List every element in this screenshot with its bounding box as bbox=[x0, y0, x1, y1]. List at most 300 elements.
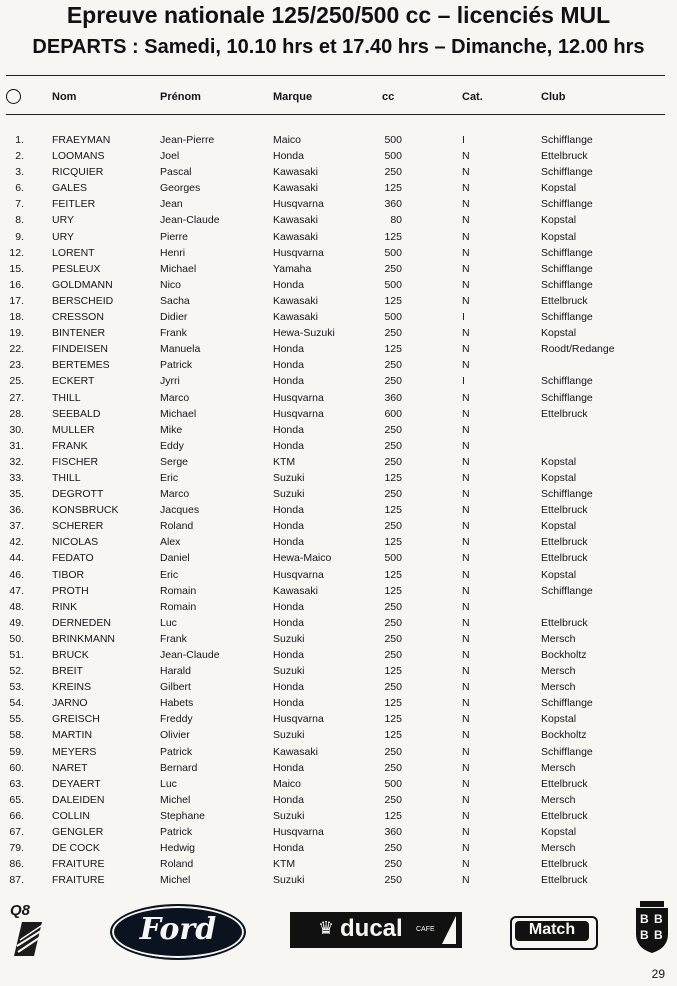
entry-nom: GALES bbox=[52, 182, 88, 195]
entry-cat: N bbox=[462, 568, 470, 581]
entry-cc: 250 bbox=[384, 842, 402, 855]
entry-nom: DALEIDEN bbox=[52, 793, 105, 806]
entry-club: Kopstal bbox=[541, 182, 577, 195]
entry-cc: 250 bbox=[384, 262, 402, 275]
entry-cc: 250 bbox=[384, 632, 402, 645]
table-row bbox=[0, 503, 677, 519]
entry-club: Kopstal bbox=[541, 455, 577, 468]
entry-cat: N bbox=[462, 793, 470, 806]
table-row bbox=[0, 310, 677, 326]
entry-cc: 360 bbox=[384, 198, 402, 211]
entry-club: Ettelbruck bbox=[541, 150, 588, 163]
entry-cat: N bbox=[462, 520, 470, 533]
entry-nom: DEYAERT bbox=[52, 777, 101, 790]
entry-cc: 250 bbox=[384, 423, 402, 436]
entry-club: Mersch bbox=[541, 681, 576, 694]
entry-number: 27. bbox=[9, 391, 24, 404]
q8-text: Q8 bbox=[10, 902, 31, 919]
entry-prenom: Patrick bbox=[160, 359, 193, 372]
bbbb-shield-logo bbox=[632, 900, 672, 954]
entry-nom: URY bbox=[52, 214, 74, 227]
entry-cat: N bbox=[462, 150, 470, 163]
page-title: Epreuve nationale 125/250/500 cc – licenciés MUL bbox=[66, 2, 611, 28]
entry-cat: N bbox=[462, 262, 470, 275]
table-row bbox=[0, 246, 677, 262]
entry-nom: BRINKMANN bbox=[52, 632, 116, 645]
entry-number: 12. bbox=[9, 246, 24, 259]
entry-marque: Husqvarna bbox=[273, 826, 324, 839]
entry-marque: Kawasaki bbox=[273, 230, 318, 243]
entry-prenom: Didier bbox=[160, 311, 188, 324]
entry-cat: N bbox=[462, 439, 470, 452]
col-prenom-header: Prénom bbox=[160, 91, 201, 103]
entry-prenom: Romain bbox=[160, 600, 197, 613]
entry-marque: Kawasaki bbox=[273, 214, 318, 227]
entry-number: 47. bbox=[9, 584, 24, 597]
entry-club: Mersch bbox=[541, 632, 576, 645]
top-rule bbox=[6, 75, 665, 76]
entry-number: 7. bbox=[15, 198, 24, 211]
col-cc-header: cc bbox=[382, 91, 395, 103]
entry-marque: Suzuki bbox=[273, 874, 305, 887]
entry-nom: RINK bbox=[52, 600, 78, 613]
entry-cc: 250 bbox=[384, 488, 402, 501]
entry-club: Mersch bbox=[541, 665, 576, 678]
entry-nom: PESLEUX bbox=[52, 262, 101, 275]
entry-prenom: Romain bbox=[160, 584, 197, 597]
table-row bbox=[0, 873, 677, 889]
table-row bbox=[0, 407, 677, 423]
entry-cc: 250 bbox=[384, 745, 402, 758]
entry-club: Ettelbruck bbox=[541, 874, 588, 887]
entry-number: 16. bbox=[9, 278, 24, 291]
entry-prenom: Frank bbox=[160, 327, 187, 340]
entry-prenom: Serge bbox=[160, 455, 189, 468]
entry-cc: 250 bbox=[384, 455, 402, 468]
entry-prenom: Michael bbox=[160, 262, 197, 275]
entry-cc: 500 bbox=[384, 278, 402, 291]
entry-club: Schifflange bbox=[541, 134, 593, 146]
entry-prenom: Jean-Claude bbox=[160, 649, 220, 661]
entry-number: 25. bbox=[9, 375, 24, 388]
entry-cc: 500 bbox=[384, 777, 402, 790]
entry-marque: Honda bbox=[273, 359, 304, 372]
entry-club: Bockholtz bbox=[541, 729, 587, 742]
page-number: 29 bbox=[651, 967, 665, 981]
entry-marque: Kawasaki bbox=[273, 584, 318, 597]
entry-cat: N bbox=[462, 182, 470, 195]
entry-marque: Husqvarna bbox=[273, 198, 324, 211]
entry-marque: Maico bbox=[273, 134, 302, 146]
entry-cat: N bbox=[462, 584, 470, 597]
entry-number: 22. bbox=[9, 343, 24, 356]
entry-nom: MARTIN bbox=[52, 729, 93, 742]
entry-cc: 500 bbox=[384, 246, 402, 259]
entry-club: Schifflange bbox=[541, 278, 593, 291]
entry-cc: 125 bbox=[384, 665, 402, 678]
table-row bbox=[0, 825, 677, 841]
entry-cc: 250 bbox=[384, 166, 402, 179]
entry-cat: N bbox=[462, 665, 470, 678]
entry-club: Kopstal bbox=[541, 713, 577, 726]
entry-marque: Honda bbox=[273, 439, 304, 452]
entry-cat: N bbox=[462, 391, 470, 404]
entry-club: Kopstal bbox=[541, 520, 577, 533]
entry-number: 58. bbox=[9, 729, 24, 742]
entry-club: Kopstal bbox=[541, 230, 577, 243]
entry-number: 1. bbox=[15, 134, 24, 146]
entry-prenom: Marco bbox=[160, 488, 190, 501]
entry-nom: DE COCK bbox=[52, 842, 100, 855]
entry-cat: N bbox=[462, 327, 470, 340]
entry-nom: NARET bbox=[52, 761, 88, 774]
entry-cat: N bbox=[462, 407, 470, 420]
entry-club: Ettelbruck bbox=[541, 858, 588, 871]
entry-club: Schifflange bbox=[541, 198, 593, 211]
entry-prenom: Pierre bbox=[160, 230, 189, 243]
bbbb-letter-1: B bbox=[640, 912, 649, 926]
entry-cc: 600 bbox=[384, 407, 402, 420]
entry-cat: N bbox=[462, 246, 470, 259]
entry-nom: GREISCH bbox=[52, 713, 100, 726]
entry-marque: Husqvarna bbox=[273, 246, 324, 259]
entry-number: 46. bbox=[9, 568, 24, 581]
entry-cat: N bbox=[462, 471, 470, 484]
entry-cat: N bbox=[462, 294, 470, 307]
entry-cc: 500 bbox=[384, 134, 402, 146]
entry-cat: N bbox=[462, 632, 470, 645]
table-row bbox=[0, 471, 677, 487]
entry-nom: THILL bbox=[52, 471, 81, 484]
entry-prenom: Olivier bbox=[160, 729, 190, 742]
entry-marque: Kawasaki bbox=[273, 311, 318, 324]
entry-marque: Honda bbox=[273, 681, 304, 694]
entry-number: 49. bbox=[9, 616, 24, 629]
entry-cat: I bbox=[462, 311, 465, 324]
entry-marque: Honda bbox=[273, 697, 304, 710]
entry-number: 8. bbox=[15, 214, 24, 227]
entry-number: 65. bbox=[9, 793, 24, 806]
entry-prenom: Freddy bbox=[160, 713, 193, 726]
ford-text: Ford bbox=[139, 912, 217, 947]
table-row bbox=[0, 423, 677, 439]
entry-marque: Kawasaki bbox=[273, 745, 318, 758]
entry-cc: 125 bbox=[384, 471, 402, 484]
entry-cc: 250 bbox=[384, 327, 402, 340]
entry-cc: 125 bbox=[384, 809, 402, 822]
entry-number: 15. bbox=[9, 262, 24, 275]
entry-nom: BERSCHEID bbox=[52, 294, 114, 307]
entry-cc: 360 bbox=[384, 826, 402, 839]
entry-nom: KONSBRUCK bbox=[52, 504, 119, 517]
entry-cc: 500 bbox=[384, 311, 402, 324]
sponsor-logos bbox=[0, 896, 677, 958]
entry-nom: FEDATO bbox=[52, 552, 94, 565]
entry-cc: 500 bbox=[384, 552, 402, 565]
entry-number: 55. bbox=[9, 713, 24, 726]
entry-club: Kopstal bbox=[541, 826, 577, 839]
entry-nom: GENGLER bbox=[52, 826, 104, 839]
entry-nom: BINTENER bbox=[52, 327, 106, 340]
entry-club: Ettelbruck bbox=[541, 616, 588, 629]
entry-cat: I bbox=[462, 134, 465, 146]
crown-icon: ♛ bbox=[318, 918, 335, 938]
entry-nom: COLLIN bbox=[52, 809, 90, 822]
entry-club: Ettelbruck bbox=[541, 294, 588, 307]
entry-nom: JARNO bbox=[52, 697, 88, 710]
entry-cat: N bbox=[462, 359, 470, 372]
entry-marque: Honda bbox=[273, 343, 304, 356]
entry-number: 79. bbox=[9, 842, 24, 855]
entry-cc: 250 bbox=[384, 359, 402, 372]
entry-number: 23. bbox=[9, 359, 24, 372]
entry-prenom: Georges bbox=[160, 182, 201, 195]
table-row bbox=[0, 616, 677, 632]
entry-cc: 250 bbox=[384, 375, 402, 388]
table-row bbox=[0, 712, 677, 728]
entry-marque: Suzuki bbox=[273, 632, 305, 645]
entry-cat: N bbox=[462, 552, 470, 565]
entry-nom: PROTH bbox=[52, 584, 89, 597]
entry-number: 36. bbox=[9, 504, 24, 517]
entry-prenom: Michel bbox=[160, 874, 191, 887]
entry-nom: BREIT bbox=[52, 665, 83, 678]
entry-marque: Husqvarna bbox=[273, 407, 324, 420]
ducal-logo bbox=[290, 912, 462, 948]
match-text: Match bbox=[528, 921, 576, 938]
header-rule bbox=[6, 114, 665, 115]
entry-cat: N bbox=[462, 681, 470, 694]
entry-nom: SEEBALD bbox=[52, 407, 101, 420]
entry-nom: NICOLAS bbox=[52, 536, 99, 549]
entry-nom: ECKERT bbox=[52, 375, 95, 388]
entry-cat: N bbox=[462, 697, 470, 710]
table-row bbox=[0, 777, 677, 793]
entry-cat: N bbox=[462, 166, 470, 179]
entry-club: Ettelbruck bbox=[541, 536, 588, 549]
entry-cc: 250 bbox=[384, 439, 402, 452]
entry-cc: 250 bbox=[384, 681, 402, 694]
q8-logo bbox=[8, 902, 66, 958]
table-row bbox=[0, 197, 677, 213]
entry-marque: Husqvarna bbox=[273, 713, 324, 726]
match-logo bbox=[510, 916, 598, 950]
entry-cat: N bbox=[462, 761, 470, 774]
entry-number: 32. bbox=[9, 455, 24, 468]
entry-prenom: Daniel bbox=[160, 552, 190, 565]
entry-cat: N bbox=[462, 826, 470, 839]
table-row bbox=[0, 568, 677, 584]
entry-nom: DEGROTT bbox=[52, 488, 104, 501]
entry-number: 6. bbox=[15, 182, 24, 195]
entry-number: 59. bbox=[9, 745, 24, 758]
entry-club: Ettelbruck bbox=[541, 407, 588, 420]
entry-cat: N bbox=[462, 713, 470, 726]
entry-number: 2. bbox=[15, 150, 24, 163]
entry-cc: 360 bbox=[384, 391, 402, 404]
entry-marque: Suzuki bbox=[273, 665, 305, 678]
entry-number: 31. bbox=[9, 439, 24, 452]
entry-prenom: Michael bbox=[160, 407, 197, 420]
entry-prenom: Jean-Claude bbox=[160, 214, 220, 227]
table-row bbox=[0, 551, 677, 567]
entry-club: Schifflange bbox=[541, 488, 593, 501]
table-row bbox=[0, 809, 677, 825]
entry-number: 35. bbox=[9, 488, 24, 501]
entry-nom: BERTEMES bbox=[52, 359, 110, 372]
table-row bbox=[0, 600, 677, 616]
entry-nom: FISCHER bbox=[52, 455, 99, 468]
entry-club: Mersch bbox=[541, 842, 576, 855]
table-row bbox=[0, 391, 677, 407]
entry-nom: FRAITURE bbox=[52, 874, 105, 887]
entry-marque: Honda bbox=[273, 761, 304, 774]
entry-cc: 125 bbox=[384, 504, 402, 517]
entry-nom: SCHERER bbox=[52, 520, 104, 533]
entry-prenom: Jyrri bbox=[160, 375, 180, 388]
entry-marque: Husqvarna bbox=[273, 391, 324, 404]
entry-marque: Hewa-Maico bbox=[273, 552, 332, 565]
entry-cat: I bbox=[462, 375, 465, 388]
entry-cat: N bbox=[462, 198, 470, 211]
entry-cat: N bbox=[462, 488, 470, 501]
entry-marque: Hewa-Suzuki bbox=[273, 327, 335, 340]
entry-nom: FRAEYMAN bbox=[52, 134, 111, 146]
entry-prenom: Gilbert bbox=[160, 681, 191, 694]
entry-cc: 250 bbox=[384, 761, 402, 774]
shield-icon bbox=[632, 900, 672, 954]
entry-club: Schifflange bbox=[541, 166, 593, 179]
entry-prenom: Mike bbox=[160, 423, 183, 436]
entry-prenom: Bernard bbox=[160, 761, 198, 774]
entry-prenom: Henri bbox=[160, 246, 186, 259]
entry-prenom: Eddy bbox=[160, 439, 184, 452]
entry-number: 60. bbox=[9, 761, 24, 774]
entry-nom: TIBOR bbox=[52, 568, 85, 581]
entry-club: Ettelbruck bbox=[541, 809, 588, 822]
table-row bbox=[0, 745, 677, 761]
entry-cat: N bbox=[462, 809, 470, 822]
entry-cc: 250 bbox=[384, 520, 402, 533]
entry-number: 48. bbox=[9, 600, 24, 613]
entry-number: 18. bbox=[9, 311, 24, 324]
entry-marque: Honda bbox=[273, 423, 304, 436]
entry-number: 66. bbox=[9, 809, 24, 822]
entry-prenom: Jean-Pierre bbox=[160, 134, 215, 146]
entry-number: 37. bbox=[9, 520, 24, 533]
entry-number: 33. bbox=[9, 471, 24, 484]
entry-marque: Honda bbox=[273, 616, 304, 629]
entry-prenom: Joel bbox=[160, 150, 180, 163]
entry-prenom: Nico bbox=[160, 278, 182, 291]
entry-marque: Honda bbox=[273, 375, 304, 388]
entry-cat: N bbox=[462, 777, 470, 790]
entry-prenom: Luc bbox=[160, 777, 177, 790]
entry-number: 52. bbox=[9, 665, 24, 678]
entry-club: Schifflange bbox=[541, 697, 593, 710]
ducal-text: ducal bbox=[340, 915, 403, 942]
entry-prenom: Roland bbox=[160, 858, 194, 871]
entry-club: Bockholtz bbox=[541, 649, 587, 661]
entry-cc: 250 bbox=[384, 649, 402, 661]
entry-marque: Suzuki bbox=[273, 471, 305, 484]
entry-nom: CRESSON bbox=[52, 311, 104, 324]
entry-prenom: Habets bbox=[160, 697, 194, 710]
entry-marque: Honda bbox=[273, 649, 304, 661]
table-row bbox=[0, 648, 677, 664]
entry-cat: N bbox=[462, 504, 470, 517]
entry-cc: 250 bbox=[384, 874, 402, 887]
ducal-sub-text: CAFE bbox=[416, 926, 435, 933]
entry-nom: FRANK bbox=[52, 439, 88, 452]
entry-marque: Honda bbox=[273, 600, 304, 613]
table-row bbox=[0, 841, 677, 857]
table-row bbox=[0, 149, 677, 165]
entry-marque: Yamaha bbox=[273, 262, 312, 275]
entry-marque: Honda bbox=[273, 150, 304, 163]
table-row bbox=[0, 294, 677, 310]
entry-number: 17. bbox=[9, 294, 24, 307]
entry-cc: 80 bbox=[390, 214, 402, 227]
entry-prenom: Luc bbox=[160, 616, 177, 629]
entry-marque: Suzuki bbox=[273, 809, 305, 822]
entry-prenom: Harald bbox=[160, 665, 191, 678]
table-row bbox=[0, 696, 677, 712]
table-row bbox=[0, 262, 677, 278]
entry-club: Schifflange bbox=[541, 262, 593, 275]
col-nom-header: Nom bbox=[52, 91, 77, 103]
entry-cc: 125 bbox=[384, 536, 402, 549]
entry-number: 3. bbox=[15, 166, 24, 179]
entry-nom: MEYERS bbox=[52, 745, 97, 758]
entry-club: Schifflange bbox=[541, 745, 593, 758]
table-row bbox=[0, 664, 677, 680]
entry-marque: Suzuki bbox=[273, 488, 305, 501]
entry-number: 51. bbox=[9, 649, 24, 661]
entry-cc: 125 bbox=[384, 713, 402, 726]
entry-cc: 125 bbox=[384, 697, 402, 710]
col-cat-header: Cat. bbox=[462, 91, 483, 103]
entry-cat: N bbox=[462, 842, 470, 855]
table-row bbox=[0, 584, 677, 600]
table-row bbox=[0, 278, 677, 294]
table-row bbox=[0, 519, 677, 535]
entry-cat: N bbox=[462, 455, 470, 468]
entry-prenom: Jean bbox=[160, 198, 183, 211]
table-row bbox=[0, 439, 677, 455]
entry-number: 67. bbox=[9, 826, 24, 839]
table-row bbox=[0, 632, 677, 648]
bbbb-letter-2: B bbox=[654, 912, 663, 926]
entry-cc: 125 bbox=[384, 568, 402, 581]
entry-nom: URY bbox=[52, 230, 74, 243]
entry-cc: 125 bbox=[384, 230, 402, 243]
entry-number: 54. bbox=[9, 697, 24, 710]
entry-prenom: Hedwig bbox=[160, 842, 196, 855]
entry-cc: 125 bbox=[384, 182, 402, 195]
entry-cc: 125 bbox=[384, 294, 402, 307]
entry-club: Schifflange bbox=[541, 246, 593, 259]
entry-cc: 250 bbox=[384, 793, 402, 806]
entry-club: Schifflange bbox=[541, 391, 593, 404]
entry-nom: RICQUIER bbox=[52, 166, 104, 179]
entry-nom: MULLER bbox=[52, 423, 95, 436]
entry-cat: N bbox=[462, 729, 470, 742]
entry-marque: Honda bbox=[273, 504, 304, 517]
entry-prenom: Eric bbox=[160, 568, 179, 581]
entry-number: 86. bbox=[9, 858, 24, 871]
entry-cat: N bbox=[462, 230, 470, 243]
